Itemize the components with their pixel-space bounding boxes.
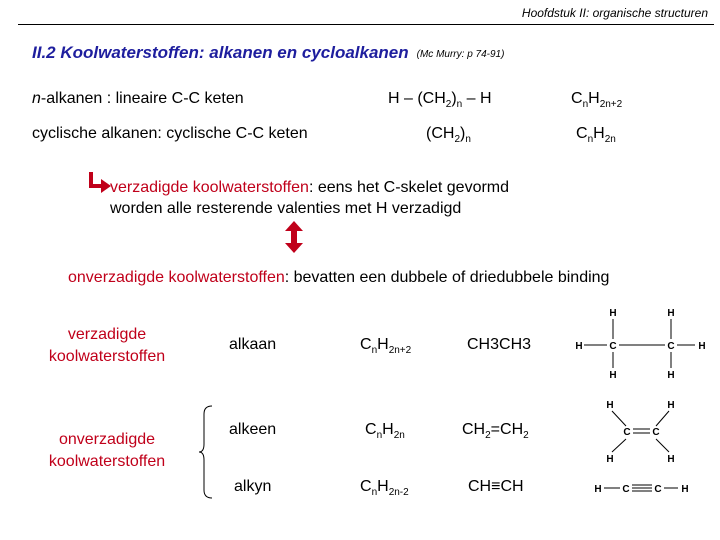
header-divider	[18, 24, 714, 25]
row-n-alkanen-general: $C_nH_{2n+2}$	[571, 90, 623, 110]
row-cyclische-general: $C_nH_{2n}$	[576, 125, 616, 145]
svg-text:H: H	[609, 308, 617, 319]
svg-text:C: C	[609, 341, 617, 352]
structural-formulas	[568, 300, 716, 500]
section-title-main: II.2 Koolwaterstoffen: alkanen en cycloalkanen	[32, 43, 409, 62]
table-row-alkaan-general: $C_nH_{2n+2}$	[360, 336, 412, 356]
grouping-brace	[198, 404, 214, 500]
svg-text:C: C	[622, 484, 630, 495]
saturated-definition-line1: verzadigde koolwaterstoffen: eens het C-skelet gevormd	[110, 179, 510, 196]
table-row-alkeen-general: $C_nH_{2n}$	[365, 421, 405, 441]
svg-text:H: H	[667, 370, 675, 381]
svg-text:H: H	[594, 484, 602, 495]
svg-text:C: C	[654, 484, 662, 495]
svg-text:H: H	[606, 454, 614, 465]
ethene-structure	[606, 400, 674, 465]
saturated-term: verzadigde koolwaterstoffen	[110, 179, 309, 196]
row-cyclische-formula: $(CH_2)_n$	[426, 125, 471, 145]
svg-text:H: H	[698, 341, 706, 352]
saturated-definition-line2: worden alle resterende valenties met H verzadigd	[110, 200, 462, 217]
row-n-alkanen-label: n-alkanen : lineaire C-C keten	[32, 90, 244, 107]
svg-text:H: H	[667, 454, 675, 465]
group-label-verzadigd: verzadigde koolwaterstoffen	[48, 326, 166, 365]
ethane-structure	[575, 308, 705, 381]
svg-text:C: C	[667, 341, 675, 352]
svg-text:H: H	[606, 400, 614, 411]
section-title	[32, 43, 504, 63]
unsaturated-definition: onverzadigde koolwaterstoffen: bevatten een dubbele of driedubbele binding	[68, 269, 610, 286]
ethyne-structure	[594, 484, 688, 495]
table-row-alkaan-example: CH3CH3	[467, 336, 532, 353]
svg-text:H: H	[667, 400, 675, 411]
unsaturated-term: onverzadigde koolwaterstoffen	[68, 269, 285, 286]
double-arrow-icon	[284, 220, 304, 254]
table-row-alkyn-name: alkyn	[234, 478, 272, 495]
svg-text:H: H	[609, 370, 617, 381]
return-arrow-icon	[86, 170, 112, 194]
table-row-alkyn-example: CH≡CH	[468, 478, 524, 495]
row-n-alkanen-formula: H – $(CH_2)_n$ – H	[388, 90, 492, 110]
row-cyclische-label: cyclische alkanen: cyclische C-C keten	[32, 125, 308, 142]
table-row-alkyn-general: $C_nH_{2n-2}$	[360, 478, 409, 498]
svg-text:H: H	[681, 484, 689, 495]
chapter-header: Hoofdstuk II: organische structuren	[521, 6, 708, 20]
svg-text:H: H	[575, 341, 583, 352]
table-row-alkeen-example: $CH_2=CH_2$	[462, 421, 529, 441]
table-row-alkeen-name: alkeen	[229, 421, 277, 438]
svg-text:C: C	[652, 427, 660, 438]
section-title-ref: (Mc Murry: p 74-91)	[416, 49, 505, 60]
svg-text:H: H	[667, 308, 675, 319]
svg-text:C: C	[623, 427, 631, 438]
table-row-alkaan-name: alkaan	[229, 336, 277, 353]
group-label-onverzadigd: onverzadigde koolwaterstoffen	[48, 431, 166, 470]
